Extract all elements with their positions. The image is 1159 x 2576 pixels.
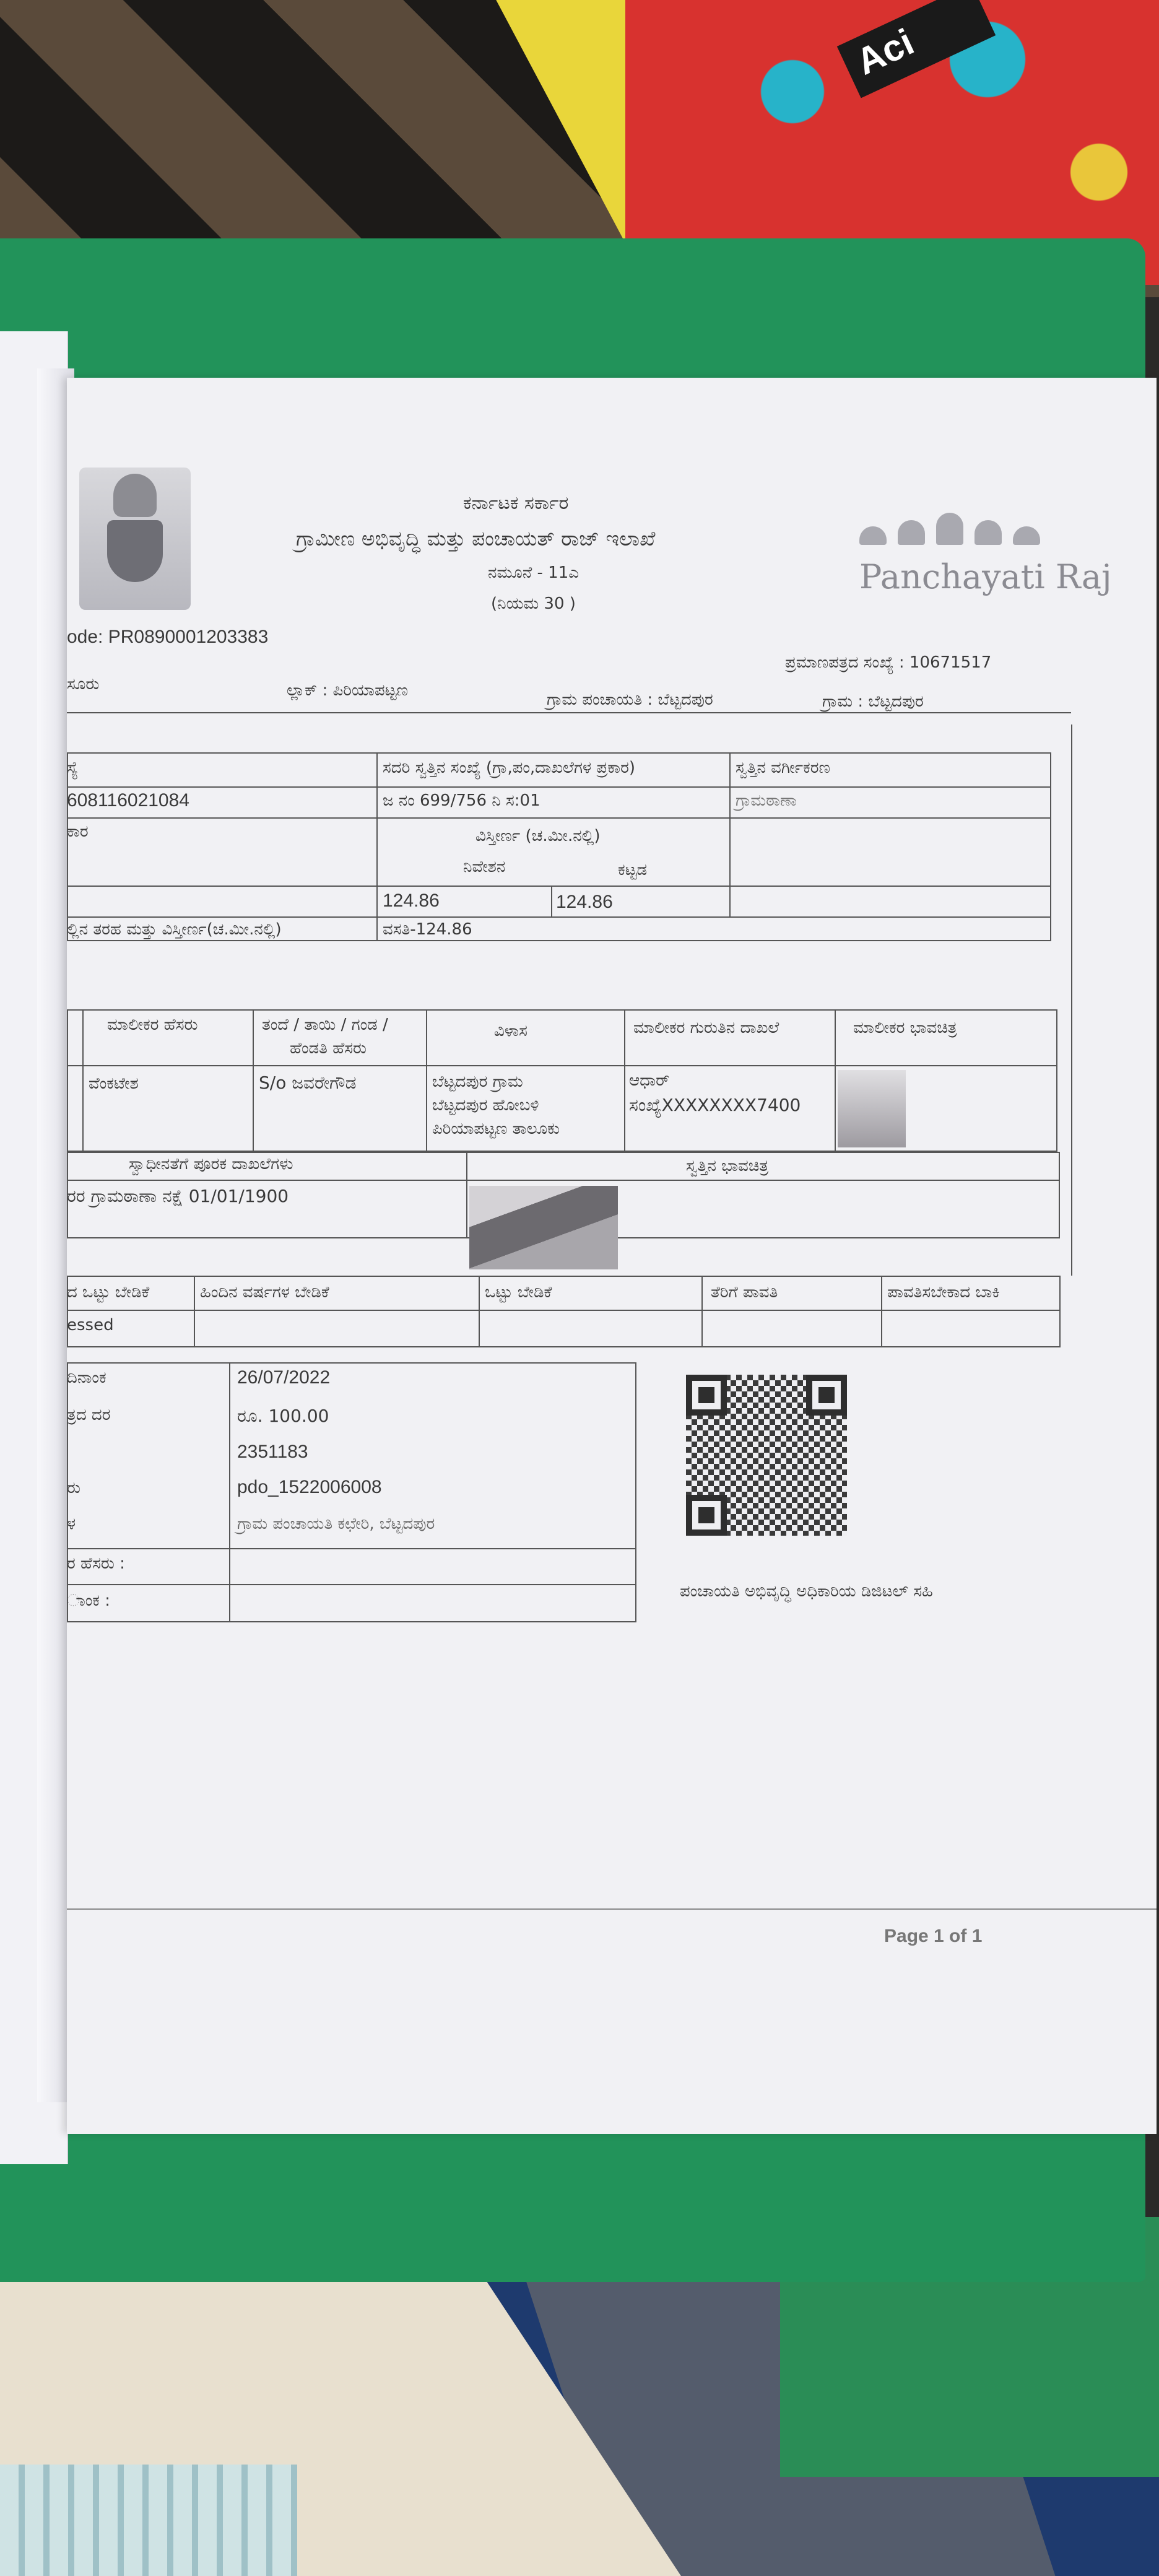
tax-paid-header: ತೆರಿಗೆ ಪಾವತಿ — [711, 1283, 778, 1302]
site-area: 124.86 — [383, 890, 440, 911]
header-divider — [67, 712, 1071, 713]
property-photo — [469, 1186, 618, 1269]
relation-header-line2: ಹೆಂಡತಿ ಹೆಸರು — [290, 1039, 367, 1058]
receipt-number: 2351183 — [237, 1442, 308, 1462]
certificate-sheet — [67, 378, 1157, 2134]
owner-name-header: ಮಾಲೀಕರ ಹೆಸರು — [107, 1016, 198, 1034]
taluk: ಲ್ಲಾಕ್ : ಪಿರಿಯಾಪಟ್ಟಣ — [287, 681, 408, 700]
documents-header: ಸ್ವಾಧೀನತೆಗೆ ಪೂರಕ ದಾಖಲೆಗಳು — [129, 1155, 293, 1173]
property-table — [67, 752, 1051, 941]
gram-panchayat: ಗ್ರಾಮ ಪಂಚಾಯತಿ : ಬೆಟ್ಟದಪುರ — [547, 690, 713, 709]
qr-code-icon — [686, 1375, 847, 1536]
issue-place: ಗ್ರಾಮ ಪಂಚಾಯತಿ ಕಛೇರಿ, ಬೆಟ್ಟದಪುರ — [237, 1515, 435, 1533]
documents-value: ರರ ಗ್ರಾಮಠಾಣಾ ನಕ್ಷೆ 01/01/1900 — [67, 1186, 289, 1206]
property-code: ode: PR0890001203383 — [67, 627, 269, 647]
panchayati-raj-logo-icon — [859, 502, 1045, 545]
village: ಗ್ರಾಮ : ಬೆಟ್ಟದಪುರ — [822, 692, 924, 711]
total-demand-header: ಒಟ್ಟು ಬೇಡಿಕೆ — [485, 1283, 552, 1302]
digital-signature-label: ಪಂಚಾಯತಿ ಅಭಿವೃದ್ಧಿ ಅಧಿಕಾರಿಯ ಡಿಜಿಟಲ್ ಸಹಿ — [680, 1582, 933, 1601]
mat-label: Aci — [837, 0, 996, 98]
state-emblem-icon — [79, 468, 191, 610]
rule-number: (ನಿಯಮ 30 ) — [491, 594, 576, 613]
owner-photo — [838, 1070, 906, 1147]
classification-header: ಸ್ವತ್ತಿನ ವರ್ಗೀಕರಣ — [736, 759, 830, 777]
type-area-label: ಲ್ಲಿನ ತರಹ ಮತ್ತು ವಿಸ್ತೀರ್ಣ(ಚ.ಮೀ.ನಲ್ಲಿ) — [67, 920, 282, 939]
address-line3: ಪಿರಿಯಾಪಟ್ಟಣ ತಾಲೂಕು — [432, 1120, 560, 1138]
date-label: ಾಂಕ : — [67, 1591, 110, 1610]
owner-photo-header: ಮಾಲೀಕರ ಭಾವಚಿತ್ರ — [853, 1019, 957, 1037]
site-label: ನಿವೇಶನ — [463, 858, 506, 876]
property-photo-header: ಸ್ವತ್ತಿನ ಭಾವಚಿತ್ರ — [686, 1157, 769, 1175]
owner-id-header: ಮಾಲೀಕರ ಗುರುತಿನ ದಾಖಲೆ — [633, 1019, 779, 1037]
property-number-header: ಸದರಿ ಸ್ವತ್ತಿನ ಸಂಖ್ಯೆ (ಗ್ರಾ,ಪಂ,ದಾಖಲೆಗಳ ಪ್ರಕಾರ) — [383, 759, 635, 777]
page-number: Page 1 of 1 — [884, 1926, 983, 1946]
brand-name: Panchayati Raj — [859, 557, 1112, 596]
address-header: ವಿಳಾಸ — [494, 1022, 527, 1040]
issue-date: 26/07/2022 — [237, 1367, 331, 1388]
relation-header-line1: ತಂದೆ / ತಾಯಿ / ಗಂಡ / — [262, 1016, 388, 1034]
issued-by: pdo_1522006008 — [237, 1477, 382, 1497]
page-frame-line — [1071, 724, 1072, 1276]
name-label: ರ ಹೆಸರು : — [67, 1554, 125, 1573]
balance-header: ಪಾವತಿಸಬೇಕಾದ ಬಾಕಿ — [887, 1283, 1000, 1302]
form-number: ನಮೂನೆ - 11ಎ — [488, 564, 579, 582]
district: ಸೂರು — [67, 675, 100, 694]
footer-divider — [67, 1908, 1157, 1910]
classification: ಗ್ರಾಮಠಾಣಾ — [736, 791, 797, 810]
previous-demand-header: ಹಿಂದಿನ ವರ್ಷಗಳ ಬೇಡಿಕೆ — [200, 1283, 329, 1302]
property-number: ಜ ನಂ 699/756 ನಿ ಸ:01 — [383, 791, 540, 810]
property-id-header: ಸ್ಯೆ — [67, 759, 79, 777]
issue-place-label: ಳ — [67, 1515, 76, 1533]
building-label: ಕಟ್ಟಡ — [618, 861, 648, 879]
area-title: ವಿಸ್ತೀರ್ಣ (ಚ.ಮೀ.ನಲ್ಲಿ) — [475, 827, 601, 845]
fee-label: ತ್ರದ ದರ — [67, 1406, 111, 1424]
current-demand-header: ದ ಒಟ್ಟು ಬೇಡಿಕೆ — [67, 1283, 150, 1302]
certificate-number: ಪ್ರಮಾಣಪತ್ರದ ಸಂಖ್ಯೆ : 10671517 — [785, 653, 992, 672]
type-area-value: ವಸತಿ-124.86 — [383, 920, 472, 939]
issue-date-label: ದಿನಾಂಕ — [67, 1368, 106, 1387]
issued-by-label: ರು — [67, 1479, 81, 1497]
address-line2: ಬೆಟ್ಟದಪುರ ಹೋಬಳಿ — [432, 1096, 539, 1115]
state-title: ಕರ್ನಾಟಕ ಸರ್ಕಾರ — [463, 492, 569, 514]
assessed-status: essed — [67, 1316, 114, 1334]
owner-relation: S/o ಜವರೇಗೌಡ — [259, 1073, 357, 1093]
building-area: 124.86 — [556, 892, 613, 912]
folded-page — [0, 331, 68, 2164]
plaid-cloth — [0, 2465, 297, 2576]
fee-value: ರೂ. 100.00 — [237, 1406, 329, 1426]
owner-name: ವೆಂಕಟೇಶ — [89, 1074, 139, 1093]
property-id: 608116021084 — [67, 790, 189, 811]
id-type: ಆಧಾರ್ — [629, 1071, 670, 1090]
department-title: ಗ್ರಾಮೀಣ ಅಭಿವೃದ್ಧಿ ಮತ್ತು ಪಂಚಾಯತ್ ರಾಜ್ ಇಲಾಖೆ — [296, 526, 656, 550]
address-line1: ಬೆಟ್ಟದಪುರ ಗ್ರಾಮ — [432, 1073, 523, 1091]
id-number: ಸಂಖ್ಯೆXXXXXXXX7400 — [629, 1095, 801, 1115]
area-row-label: ಕಾರ — [67, 822, 89, 841]
